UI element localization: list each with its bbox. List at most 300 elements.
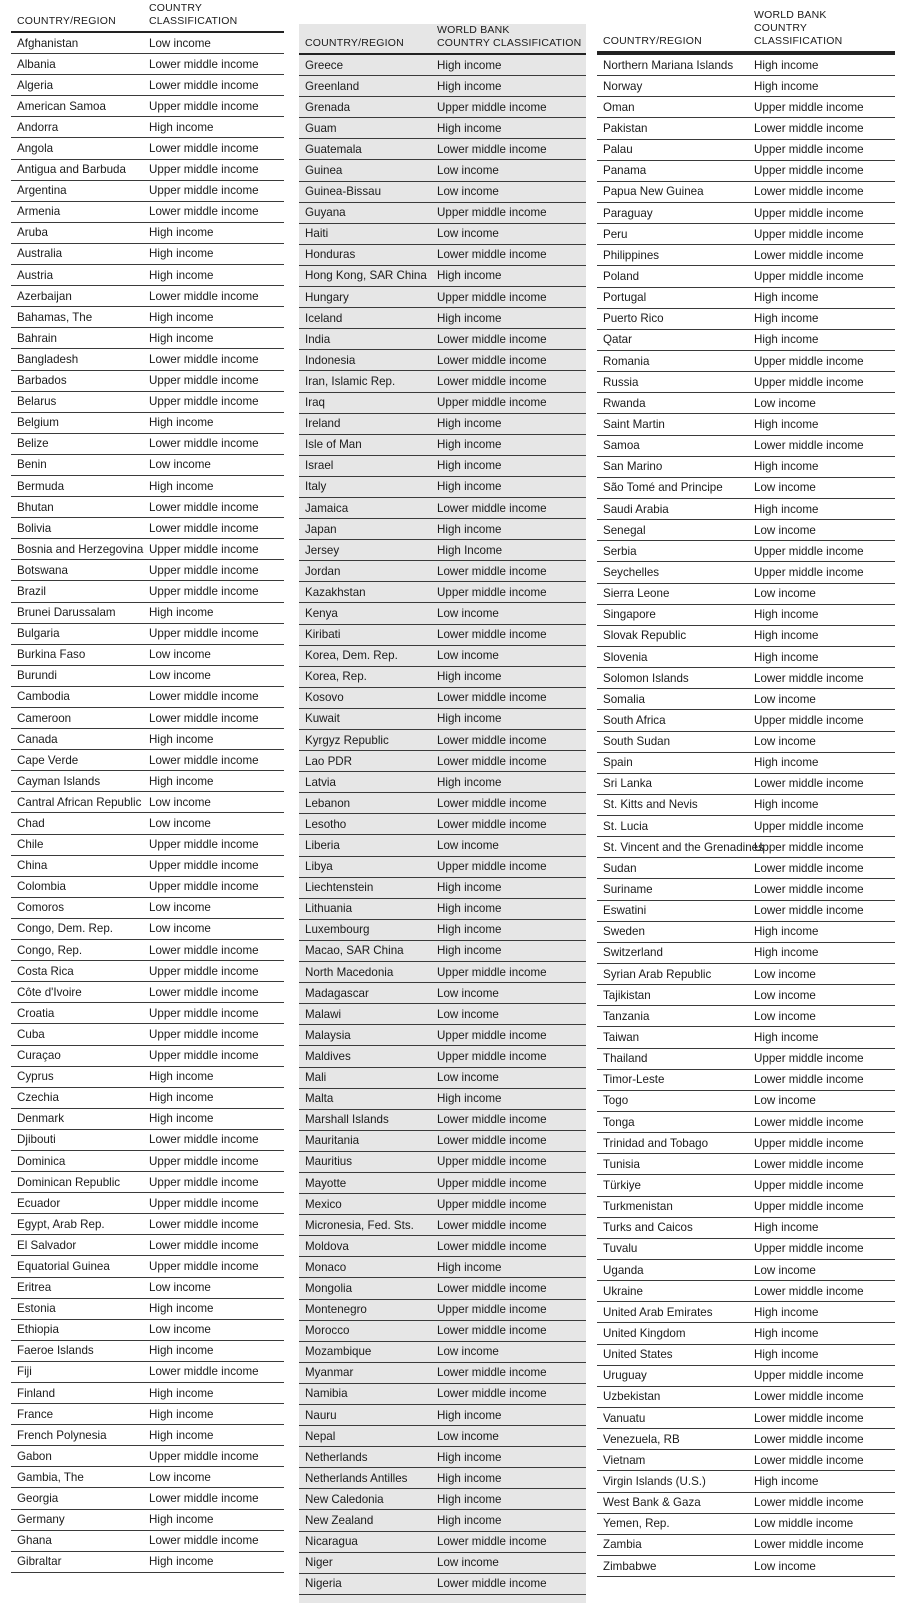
country-cell: Curaçao <box>17 1049 61 1063</box>
table-row <box>11 455 284 476</box>
country-cell: Tajikistan <box>603 988 651 1002</box>
country-cell: Pakistan <box>603 121 648 135</box>
classification-header <box>754 9 895 48</box>
table-row <box>597 1049 895 1070</box>
classification-cell: High income <box>437 459 502 473</box>
table-row <box>597 1112 895 1133</box>
country-cell: Cuba <box>17 1027 45 1041</box>
classification-cell: High income <box>754 946 819 960</box>
table-row <box>299 182 586 203</box>
table-row <box>11 877 284 898</box>
table-row <box>597 118 895 139</box>
table-row <box>11 1341 284 1362</box>
country-cell: Switzerland <box>603 946 663 960</box>
classification-cell: Lower middle income <box>149 690 259 704</box>
table-row <box>597 922 895 943</box>
table-row <box>299 1257 586 1278</box>
table-row <box>11 856 284 877</box>
classification-cell: Lower middle income <box>149 1238 259 1252</box>
country-cell: Palau <box>603 143 633 157</box>
table-row <box>597 1260 895 1281</box>
table-row <box>11 54 284 75</box>
table-row <box>597 1535 895 1556</box>
country-cell: Comoros <box>17 901 65 915</box>
country-cell: West Bank & Gaza <box>603 1496 701 1510</box>
classification-cell: High income <box>149 120 214 134</box>
classification-cell: Lower middle income <box>754 185 864 199</box>
classification-cell: Lower middle income <box>437 353 547 367</box>
classification-cell: Lower middle income <box>754 1411 864 1425</box>
classification-cell: Lower middle income <box>754 671 864 685</box>
classification-cell: Lower middle income <box>437 1239 547 1253</box>
classification-cell: High income <box>437 670 502 684</box>
classification-cell: Upper middle income <box>149 1259 259 1273</box>
classification-cell: Upper middle income <box>437 1049 547 1063</box>
classification-cell: Lower middle income <box>437 1113 547 1127</box>
table-body <box>11 33 284 1573</box>
table-row <box>597 943 895 964</box>
country-cell: Uzbekistan <box>603 1390 661 1404</box>
country-cell: Trinidad and Tobago <box>603 1136 709 1150</box>
table-row <box>11 1046 284 1067</box>
table-row <box>11 349 284 370</box>
classification-cell: High income <box>754 333 819 347</box>
classification-cell: Lower middle income <box>149 943 259 957</box>
table-row <box>597 1281 895 1302</box>
table-column-1 <box>11 0 284 1573</box>
country-cell: Jersey <box>305 543 340 557</box>
table-row <box>299 1152 586 1173</box>
classification-cell: High income <box>754 1305 819 1319</box>
table-row <box>11 539 284 560</box>
table-row <box>11 181 284 202</box>
country-cell: New Zealand <box>305 1514 374 1528</box>
table-row <box>299 1405 586 1426</box>
country-cell: Gambia, The <box>17 1470 84 1484</box>
table-row <box>597 203 895 224</box>
classification-cell: Upper middle income <box>437 1155 547 1169</box>
table-row <box>597 245 895 266</box>
table-row <box>299 350 586 371</box>
classification-cell: Low income <box>754 692 816 706</box>
classification-cell: High income <box>437 121 502 135</box>
table-row <box>11 813 284 834</box>
country-cell: Papua New Guinea <box>603 185 704 199</box>
table-row <box>299 941 586 962</box>
table-row <box>11 223 284 244</box>
country-cell: South Africa <box>603 713 666 727</box>
classification-cell: Upper middle income <box>437 1303 547 1317</box>
country-cell: Ethiopia <box>17 1323 59 1337</box>
classification-cell: Upper middle income <box>437 1176 547 1190</box>
country-cell: Saudi Arabia <box>603 502 669 516</box>
country-cell: Sudan <box>603 861 637 875</box>
country-cell: Kyrgyz Republic <box>305 733 389 747</box>
classification-cell: High income <box>437 1260 502 1274</box>
table-row <box>11 1003 284 1024</box>
classification-cell: High income <box>149 1091 214 1105</box>
classification-cell: Lower middle income <box>754 777 864 791</box>
country-cell: Botswana <box>17 563 68 577</box>
classification-cell: Upper middle income <box>754 354 864 368</box>
table-row <box>597 1091 895 1112</box>
table-row <box>11 202 284 223</box>
table-row <box>11 1362 284 1383</box>
classification-cell: High income <box>754 417 819 431</box>
country-cell: Tunisia <box>603 1157 640 1171</box>
table-row <box>299 1363 586 1384</box>
country-cell: Thailand <box>603 1052 648 1066</box>
classification-cell: Lower middle income <box>437 1535 547 1549</box>
classification-cell: Upper middle income <box>754 1052 864 1066</box>
country-cell: Italy <box>305 480 327 494</box>
country-cell: Cape Verde <box>17 753 79 767</box>
table-row <box>597 1493 895 1514</box>
table-column-3 <box>597 9 895 1577</box>
table-row <box>11 666 284 687</box>
country-cell: Poland <box>603 269 640 283</box>
classification-cell: Low income <box>754 587 816 601</box>
country-cell: St. Lucia <box>603 819 649 833</box>
classification-cell: Low income <box>149 648 211 662</box>
country-cell: Hong Kong, SAR China <box>305 269 427 283</box>
table-row <box>299 498 586 519</box>
classification-cell: High income <box>754 460 819 474</box>
country-cell: Bosnia and Herzegovina <box>17 542 144 556</box>
country-cell: Kenya <box>305 606 338 620</box>
table-row <box>597 837 895 858</box>
classification-cell: Upper middle income <box>149 627 259 641</box>
table-row <box>11 138 284 159</box>
country-cell: Denmark <box>17 1112 65 1126</box>
country-cell: Colombia <box>17 880 66 894</box>
table-row <box>597 1218 895 1239</box>
country-cell: Vietnam <box>603 1453 646 1467</box>
classification-cell: High income <box>437 775 502 789</box>
country-cell: Namibia <box>305 1387 348 1401</box>
table-row <box>11 1067 284 1088</box>
country-cell: Fiji <box>17 1365 32 1379</box>
classification-cell: High income <box>754 1474 819 1488</box>
table-row <box>597 1471 895 1492</box>
table-row <box>299 1384 586 1405</box>
country-cell: Nauru <box>305 1408 337 1422</box>
classification-cell: Low income <box>437 164 499 178</box>
country-cell: Madagascar <box>305 986 369 1000</box>
country-cell: Puerto Rico <box>603 312 664 326</box>
classification-cell: High income <box>149 226 214 240</box>
classification-cell: High income <box>754 798 819 812</box>
table-row <box>597 964 895 985</box>
classification-cell: Lower middle income <box>754 904 864 918</box>
classification-cell: High income <box>149 416 214 430</box>
country-cell: Gabon <box>17 1449 52 1463</box>
country-cell: Bahamas, The <box>17 310 93 324</box>
country-cell: French Polynesia <box>17 1428 107 1442</box>
table-column-2 <box>299 24 586 1603</box>
country-cell: Cantral African Republic <box>17 795 142 809</box>
country-cell: France <box>17 1407 54 1421</box>
table-row <box>597 753 895 774</box>
table-row <box>299 625 586 646</box>
table-row <box>11 392 284 413</box>
country-cell: Jamaica <box>305 501 349 515</box>
country-cell: Philippines <box>603 248 660 262</box>
table-row <box>11 1109 284 1130</box>
classification-cell: High income <box>149 331 214 345</box>
country-cell: Iraq <box>305 396 325 410</box>
table-row <box>597 1345 895 1366</box>
classification-cell: Low middle income <box>754 1517 854 1531</box>
country-cell: China <box>17 859 48 873</box>
classification-cell: Lower middle income <box>754 1453 864 1467</box>
table-row <box>597 1006 895 1027</box>
country-cell: Bahrain <box>17 331 57 345</box>
country-cell: Montenegro <box>305 1303 367 1317</box>
country-cell: Cyprus <box>17 1070 54 1084</box>
table-row <box>299 1004 586 1025</box>
table-row <box>11 286 284 307</box>
classification-cell: High income <box>754 1348 819 1362</box>
classification-cell: Low income <box>149 458 211 472</box>
classification-cell: Upper middle income <box>149 163 259 177</box>
classification-cell: Lower middle income <box>754 1538 864 1552</box>
classification-cell: High income <box>149 732 214 746</box>
classification-cell: Upper middle income <box>754 565 864 579</box>
classification-cell: Lower middle income <box>754 1115 864 1129</box>
classification-cell: Upper middle income <box>437 396 547 410</box>
table-row <box>299 835 586 856</box>
classification-cell: Low income <box>149 795 211 809</box>
table-row <box>597 1387 895 1408</box>
table-row <box>11 940 284 961</box>
classification-cell: Upper middle income <box>754 227 864 241</box>
country-cell: Mauritius <box>305 1155 353 1169</box>
country-cell: Marshall Islands <box>305 1113 389 1127</box>
classification-header <box>149 0 284 28</box>
table-row <box>11 1552 284 1573</box>
table-row <box>11 413 284 434</box>
table-row <box>11 560 284 581</box>
country-cell: Faeroe Islands <box>17 1344 94 1358</box>
table-row <box>11 1446 284 1467</box>
classification-cell: Lower middle income <box>754 1073 864 1087</box>
classification-cell: Lower middle income <box>149 205 259 219</box>
country-cell: St. Vincent and the Grenadines <box>603 840 764 854</box>
table-row <box>299 561 586 582</box>
table-row <box>11 1425 284 1446</box>
table-row <box>597 309 895 330</box>
table-row <box>299 203 586 224</box>
table-row <box>299 1236 586 1257</box>
classification-header-line1: WORLD BANK <box>437 24 510 36</box>
classification-cell: Upper middle income <box>754 375 864 389</box>
country-cell: Turkmenistan <box>603 1200 673 1214</box>
table-row <box>11 961 284 982</box>
classification-cell: Upper middle income <box>149 542 259 556</box>
classification-cell: Low income <box>754 1009 816 1023</box>
country-cell: Ireland <box>305 417 341 431</box>
country-cell: South Sudan <box>603 735 671 749</box>
country-cell: Mozambique <box>305 1345 372 1359</box>
table-row <box>11 1024 284 1045</box>
country-cell: Nepal <box>305 1429 336 1443</box>
table-row <box>597 55 895 76</box>
classification-cell: Lower middle income <box>437 248 547 262</box>
table-row <box>11 265 284 286</box>
table-row <box>597 1366 895 1387</box>
table-row <box>597 1027 895 1048</box>
classification-cell: Upper middle income <box>754 100 864 114</box>
classification-cell: High income <box>437 944 502 958</box>
classification-cell: Upper middle income <box>754 143 864 157</box>
table-row <box>11 708 284 729</box>
country-cell: Tanzania <box>603 1009 650 1023</box>
classification-cell: High income <box>437 79 502 93</box>
country-cell: Uganda <box>603 1263 644 1277</box>
country-cell: Saint Martin <box>603 417 665 431</box>
country-cell: Singapore <box>603 608 656 622</box>
table-row <box>299 582 586 603</box>
classification-cell: Lower middle income <box>437 564 547 578</box>
country-cell: Seychelles <box>603 565 660 579</box>
classification-cell: High income <box>149 774 214 788</box>
country-cell: Vanuatu <box>603 1411 646 1425</box>
classification-cell: Upper middle income <box>754 269 864 283</box>
table-row <box>299 1046 586 1067</box>
country-cell: Lao PDR <box>305 754 353 768</box>
classification-cell: Low income <box>754 523 816 537</box>
country-cell: Aruba <box>17 226 48 240</box>
table-row <box>299 266 586 287</box>
table-row <box>299 371 586 392</box>
country-cell: Norway <box>603 79 643 93</box>
country-cell: Guam <box>305 121 337 135</box>
country-cell: Samoa <box>603 439 640 453</box>
table-row <box>597 97 895 118</box>
table-row <box>299 224 586 245</box>
classification-cell: Upper middle income <box>149 1175 259 1189</box>
table-row <box>11 518 284 539</box>
table-row <box>299 435 586 456</box>
country-cell: Lithuania <box>305 902 353 916</box>
table-row <box>299 1532 586 1553</box>
table-row <box>597 668 895 689</box>
table-row <box>11 1256 284 1277</box>
country-cell: Cameroon <box>17 711 72 725</box>
table-row <box>299 414 586 435</box>
table-row <box>299 287 586 308</box>
table-row <box>299 1510 586 1531</box>
country-cell: Portugal <box>603 291 647 305</box>
classification-cell: Upper middle income <box>149 1006 259 1020</box>
country-cell: Guyana <box>305 206 346 220</box>
country-cell: Netherlands <box>305 1450 368 1464</box>
country-cell: Mayotte <box>305 1176 347 1190</box>
table-row <box>11 434 284 455</box>
country-cell: Türkiye <box>603 1179 642 1193</box>
country-cell: Congo, Dem. Rep. <box>17 922 114 936</box>
table-row <box>11 307 284 328</box>
table-row <box>11 645 284 666</box>
classification-cell: Lower middle income <box>437 1281 547 1295</box>
classification-cell: Lower middle income <box>754 1496 864 1510</box>
classification-cell: Lower middle income <box>149 1534 259 1548</box>
table-row <box>299 329 586 350</box>
country-cell: United States <box>603 1348 673 1362</box>
table-row <box>11 581 284 602</box>
table-row <box>597 288 895 309</box>
table-row <box>597 795 895 816</box>
table-row <box>11 497 284 518</box>
country-cell: Venezuela, RB <box>603 1432 680 1446</box>
country-cell: Kiribati <box>305 628 341 642</box>
country-cell: Kuwait <box>305 712 340 726</box>
classification-cell: Upper middle income <box>754 1136 864 1150</box>
classification-cell: Low income <box>149 669 211 683</box>
country-cell: Korea, Rep. <box>305 670 367 684</box>
country-cell: Qatar <box>603 333 632 347</box>
country-cell: Côte d'Ivoire <box>17 985 82 999</box>
country-cell: American Samoa <box>17 99 106 113</box>
classification-cell: Lower middle income <box>754 1432 864 1446</box>
classification-cell: High income <box>437 311 502 325</box>
table-row <box>299 1131 586 1152</box>
classification-cell: Upper middle income <box>149 395 259 409</box>
table-row <box>597 689 895 710</box>
country-cell: Slovak Republic <box>603 629 687 643</box>
country-cell: Congo, Rep. <box>17 943 83 957</box>
table-row <box>597 732 895 753</box>
classification-cell: High income <box>149 1428 214 1442</box>
classification-cell: Upper middle income <box>149 99 259 113</box>
classification-cell: Upper middle income <box>437 860 547 874</box>
classification-cell: High income <box>754 79 819 93</box>
classification-cell: Upper middle income <box>754 164 864 178</box>
country-cell: Afghanistan <box>17 36 79 50</box>
classification-cell: Lower middle income <box>754 121 864 135</box>
country-cell: Finland <box>17 1386 56 1400</box>
classification-cell: High income <box>754 312 819 326</box>
classification-cell: High income <box>149 1070 214 1084</box>
country-cell: Brazil <box>17 584 46 598</box>
country-cell: Northern Mariana Islands <box>603 58 734 72</box>
classification-cell: High income <box>149 247 214 261</box>
country-cell: Taiwan <box>603 1031 640 1045</box>
classification-cell: Low income <box>149 922 211 936</box>
country-cell: Eritrea <box>17 1281 52 1295</box>
classification-cell: Lower middle income <box>754 883 864 897</box>
table-row <box>11 729 284 750</box>
table-row <box>299 1574 586 1595</box>
classification-cell: Lower middle income <box>437 817 547 831</box>
country-cell: São Tomé and Principe <box>603 481 723 495</box>
table-row <box>299 751 586 772</box>
table-row <box>597 710 895 731</box>
classification-cell: High income <box>754 58 819 72</box>
classification-header <box>437 24 586 50</box>
classification-cell: Lower middle income <box>149 521 259 535</box>
country-cell: Australia <box>17 247 63 261</box>
table-row <box>597 1197 895 1218</box>
table-row <box>597 393 895 414</box>
classification-cell: Lower middle income <box>754 439 864 453</box>
table-row <box>597 140 895 161</box>
country-cell: New Caledonia <box>305 1492 384 1506</box>
table-row <box>597 457 895 478</box>
country-cell: Maldives <box>305 1049 351 1063</box>
country-cell: Mongolia <box>305 1281 353 1295</box>
